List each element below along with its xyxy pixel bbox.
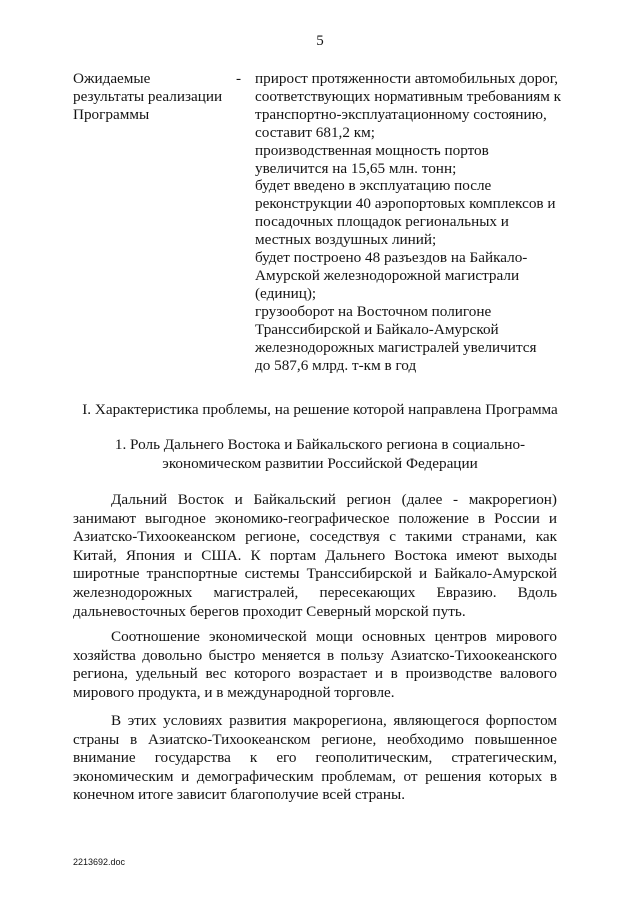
passport-label-line: Программы: [73, 105, 150, 123]
passport-value-line: будет введено в эксплуатацию после: [255, 177, 492, 195]
passport-row-value: [255, 70, 575, 374]
passport-value-line: увеличится на 15,65 млн. тонн;: [255, 159, 457, 177]
paragraph-line: широтные транспортные системы Транссибирской и Байкало-Амурской: [73, 565, 557, 583]
passport-value-line: местных воздушных линий;: [255, 231, 437, 249]
passport-value-line: Амурской железнодорожной магистрали: [255, 266, 520, 284]
paragraph: [73, 712, 557, 805]
page-number: 5: [316, 33, 324, 49]
paragraph-line: Дальний Восток и Байкальский регион (далее - макрорегион): [111, 491, 557, 508]
paragraph-line: хозяйства довольно быстро меняется в пользу Азиатско-Тихоокеанского: [73, 646, 557, 664]
paragraph-line: Азиатско-Тихоокеанском регионе, соседствуя с такими странами, как: [73, 528, 557, 546]
paragraph-line: дальневосточных берегов проходит Северный морской путь.: [73, 602, 466, 620]
passport-value-line: прирост протяженности автомобильных дорог,: [255, 70, 559, 87]
paragraph-line: Соотношение экономической мощи основных центров мирового: [111, 628, 557, 645]
passport-label-line: Ожидаемые: [73, 70, 151, 87]
paragraph-line: страны в Азиатско-Тихоокеанском регионе, необходимо повышенное: [73, 730, 557, 748]
paragraph-line: В этих условиях развития макрорегиона, являющегося форпостом: [111, 712, 557, 729]
passport-value-line: (единиц);: [255, 284, 317, 302]
passport-value-line: железнодорожных магистралей увеличится: [255, 338, 537, 356]
passport-value-line: транспортно-эксплуатационному состоянию,: [255, 105, 547, 123]
passport-value-line: Транссибирской и Байкало-Амурской: [255, 320, 499, 338]
document-file-code: 2213692.doc: [73, 857, 126, 867]
subsection-title-line: экономическом развитии Российской Федерации: [162, 454, 478, 472]
subsection-title: [0, 436, 640, 473]
subsection-title-line: 1. Роль Дальнего Востока и Байкальского региона в социально-: [114, 436, 526, 453]
paragraph-line: занимают выгодное экономико-географическое положение в России и: [73, 509, 557, 527]
section-title: I. Характеристика проблемы, на решение которой направлена Программа: [82, 401, 558, 418]
paragraph-line: региона, удельный вес которого возрастает и в производстве валового: [73, 665, 557, 683]
passport-label-line: результаты реализации: [73, 87, 223, 105]
paragraph-line: железнодорожных магистралей, пересекающих Евразию. Вдоль: [73, 583, 557, 601]
paragraph-line: внимание государства к его геополитическим, стратегическим,: [73, 749, 557, 767]
passport-value-line: соответствующих нормативным требованиям к: [255, 87, 562, 105]
paragraph-line: конечном итоге зависит благополучие всей страны.: [73, 786, 406, 804]
paragraph-line: Китай, Япония и США. К портам Дальнего Востока имеют выходы: [73, 546, 557, 564]
passport-value-line: посадочных площадок региональных и: [255, 213, 509, 231]
passport-value-line: составит 681,2 км;: [255, 123, 375, 141]
passport-dash: -: [236, 70, 242, 87]
passport-value-line: реконструкции 40 аэропортовых комплексов и: [255, 195, 556, 213]
passport-value-line: грузооборот на Восточном полигоне: [255, 302, 492, 320]
paragraph-line: экономическим и демографическим проблемам, от решения которых в: [73, 767, 557, 785]
paragraph: [73, 491, 557, 621]
passport-value-line: до 587,6 млрд. т-км в год: [255, 356, 417, 374]
passport-value-line: будет построено 48 разъездов на Байкало-: [255, 249, 528, 267]
paragraph: [73, 628, 557, 702]
paragraph-line: мирового продукта, и в международной торговле.: [73, 683, 395, 701]
passport-value-line: производственная мощность портов: [255, 141, 489, 159]
passport-row-label: [73, 70, 233, 124]
